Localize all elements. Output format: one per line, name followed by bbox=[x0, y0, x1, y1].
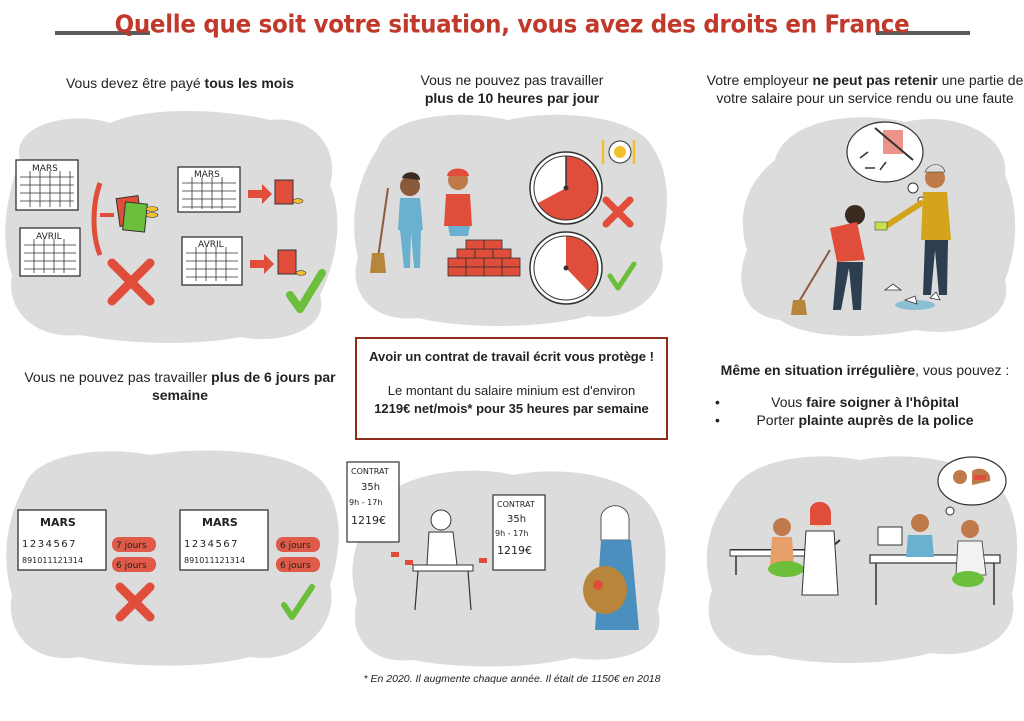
calendar-label: MARS bbox=[32, 164, 58, 174]
builder-figure bbox=[444, 169, 472, 237]
contract-info-box: Avoir un contrat de travail écrit vous protège ! Le montant du salaire minium est d'environ 1219€ net/mois* pour 35 heures par semaine bbox=[355, 337, 668, 440]
clock-icon bbox=[530, 232, 602, 304]
svg-text:CONTRAT: CONTRAT bbox=[351, 467, 389, 476]
day-count-note: 6 jours bbox=[116, 561, 147, 571]
cloud-shape bbox=[5, 111, 337, 343]
caption-pay: Vous devez être payé tous les mois bbox=[65, 75, 294, 91]
calendar-row: 891011121314 bbox=[184, 556, 246, 565]
calendar-label: MARS bbox=[40, 516, 76, 529]
illustration-contract bbox=[343, 460, 673, 670]
calendar-label: MARS bbox=[202, 516, 238, 529]
illustration-days bbox=[0, 445, 345, 670]
illustration-hours bbox=[348, 108, 673, 333]
caption-irregular: Même en situation irrégulière, vous pouvez : bbox=[720, 362, 1010, 378]
day-count-note: 6 jours bbox=[280, 541, 311, 551]
page-title: Quelle que soit votre situation, vous avez des droits en France bbox=[114, 10, 910, 40]
contract-card bbox=[347, 462, 399, 542]
calendar-label: MARS bbox=[194, 170, 220, 180]
day-count-note: 6 jours bbox=[280, 561, 311, 571]
clock-icon bbox=[530, 152, 602, 224]
svg-text:9h - 17h: 9h - 17h bbox=[495, 529, 529, 538]
rights-list bbox=[715, 393, 1015, 429]
calendar-label: AVRIL bbox=[36, 232, 62, 242]
svg-text:9h - 17h: 9h - 17h bbox=[349, 498, 383, 507]
svg-text:1219€: 1219€ bbox=[351, 514, 386, 527]
caption-withhold: Votre employeur ne peut pas retenir une partie de votre salaire pour un service rendu ou une faute bbox=[706, 72, 1024, 106]
list-item: • Porter plainte auprès de la police bbox=[715, 411, 1015, 429]
illustration-rights bbox=[700, 445, 1024, 670]
contract-card bbox=[493, 495, 545, 570]
illustration-pay bbox=[0, 105, 345, 345]
svg-text:CONTRAT: CONTRAT bbox=[497, 500, 535, 509]
calendar-row: 891011121314 bbox=[22, 556, 84, 565]
caption-hours: Vous ne pouvez pas travailler plus de 10 heures par jour bbox=[420, 72, 604, 106]
svg-text:1219€: 1219€ bbox=[497, 544, 532, 557]
caption-days: Vous ne pouvez pas travailler plus de 6 jours par semaine bbox=[24, 369, 336, 403]
svg-text:35h: 35h bbox=[507, 514, 527, 525]
list-item: • Vous faire soigner à l'hôpital bbox=[715, 393, 1015, 411]
footnote: * En 2020. Il augmente chaque année. Il était de 1150€ en 2018 bbox=[363, 673, 661, 685]
day-count-note: 7 jours bbox=[116, 541, 147, 551]
svg-text:35h: 35h bbox=[361, 482, 381, 493]
illustration-withhold bbox=[735, 110, 1020, 340]
calendar-row: 1234567 bbox=[184, 539, 240, 550]
calendar-label: AVRIL bbox=[198, 240, 224, 250]
calendar-row: 1234567 bbox=[22, 539, 78, 550]
